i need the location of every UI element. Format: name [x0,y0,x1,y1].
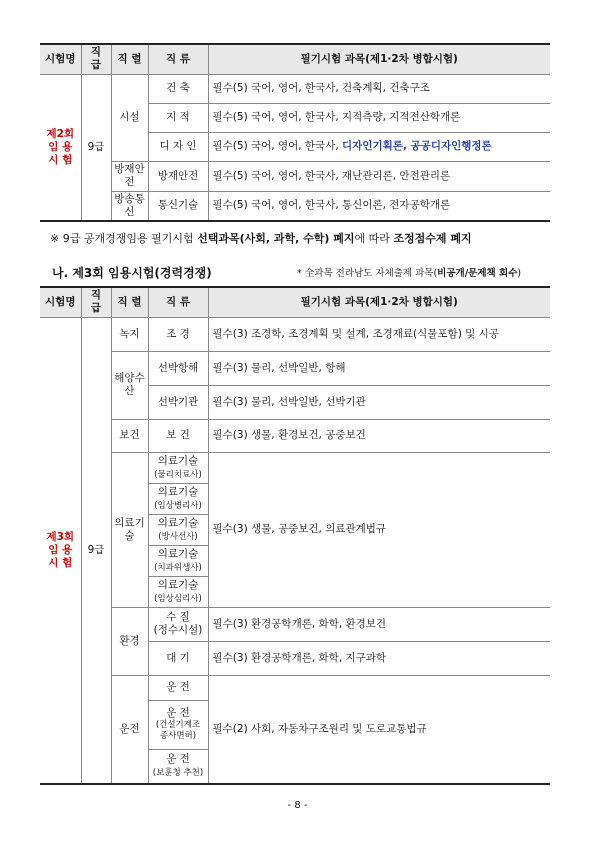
exam-name: 제2회 임 용 시 험 [40,74,81,221]
type-design: 디 자 인 [148,132,208,161]
header-type: 직 류 [148,44,208,74]
series-green: 녹지 [111,317,148,351]
subjects-landscape: 필수(3) 조경학, 조경계획 및 설계, 조경재료(식물포함) 및 시공 [208,317,550,351]
subjects-row: 필수(5) 국어, 영어, 한국사, 지적측량, 지적전산학개론 [208,103,550,132]
series-driving: 운전 [111,675,148,784]
subjects-row: 필수(5) 국어, 영어, 한국사, 통신이론, 전자공학개론 [208,191,550,221]
design-highlight: 디자인기획론, 공공디자인행정론 [342,140,492,152]
subjects-water: 필수(3) 환경공학개론, 화학, 환경보건 [208,607,550,641]
subjects-ship-navigation: 필수(3) 물리, 선박일반, 항해 [208,351,550,385]
type-driving-veterans: 운 전 (보훈청 추천) [148,749,208,784]
series-marine: 해양수산 [111,351,148,419]
subjects-air: 필수(3) 환경공학개론, 화학, 지구과학 [208,641,550,675]
exam-subjects-table-2nd [40,43,550,222]
subjects-medical: 필수(3) 생물, 공중보건, 의료관계법규 [208,452,550,607]
type-driving: 운 전 [148,675,208,700]
grade: 9급 [81,74,111,221]
subjects-ship-engine: 필수(3) 물리, 선박일반, 선박기관 [208,385,550,419]
type-disaster-safety: 방재안전 [148,161,208,191]
type-medical-clinical: 의료기술 (임상병리사) [148,483,208,514]
subjects-row: 필수(5) 국어, 영어, 한국사, 건축계획, 건축구조 [208,74,550,103]
subjects-row: 필수(5) 국어, 영어, 한국사, 디자인기획론, 공공디자인행정론 [208,132,550,161]
type-medical-dental: 의료기술 (치과위생사) [148,545,208,576]
abolition-note: ※ 9급 공개경쟁임용 필기시험 선택과목(사회, 과학, 수학) 폐지에 따라 조정점수제 폐지 [50,232,472,245]
subjects-row: 필수(5) 국어, 영어, 한국사, 재난관리론, 안전관리론 [208,161,550,191]
series-medical: 의료기술 [111,452,148,607]
subjects-driving: 필수(2) 사회, 자동차구조원리 및 도로교통법규 [208,675,550,784]
exam-name: 제3회 임 용 시 험 [40,317,81,784]
section-title: 나. 제3회 임용시험(경력경쟁) [52,266,212,280]
header-type: 직 류 [148,287,208,317]
header-grade: 직 급 [81,287,111,317]
series-facility: 시설 [111,74,148,161]
header-exam: 시험명 [40,44,81,74]
series-environment: 환경 [111,607,148,675]
header-series: 직 렬 [111,287,148,317]
type-medical-radiology: 의료기술 (방사선사) [148,514,208,545]
type-comm-tech: 통신기술 [148,191,208,221]
type-architecture: 건 축 [148,74,208,103]
header-exam: 시험명 [40,287,81,317]
type-medical-pt: 의료기술 (물리치료사) [148,452,208,483]
type-cadastral: 지 적 [148,103,208,132]
type-health: 보 건 [148,419,208,452]
type-ship-engine: 선박기관 [148,385,208,419]
series-broadcast: 방송통신 [111,191,148,221]
series-disaster-safety: 방재안전 [111,161,148,191]
header-subjects: 필기시험 과목(제1·2차 병합시험) [208,287,550,317]
exam-subjects-table-3rd [40,286,550,785]
header-series: 직 렬 [111,44,148,74]
header-subjects: 필기시험 과목(제1·2차 병합시험) [208,44,550,74]
subjects-health: 필수(3) 생물, 환경보건, 공중보건 [208,419,550,452]
type-water: 수 질 (정수시설) [148,607,208,641]
header-grade: 직 급 [81,44,111,74]
series-health: 보건 [111,419,148,452]
grade: 9급 [81,317,111,784]
page-number: - 8 - [287,800,308,811]
type-landscape: 조 경 [148,317,208,351]
type-medical-psych: 의료기술 (임상심리사) [148,576,208,607]
self-made-remark: * 全과목 전라남도 자체출제 과목(비공개/문제책 회수) [297,268,522,279]
type-air: 대 기 [148,641,208,675]
type-ship-navigation: 선박항해 [148,351,208,385]
type-driving-construction: 운 전 (건설기계조종사면허) [148,700,208,749]
